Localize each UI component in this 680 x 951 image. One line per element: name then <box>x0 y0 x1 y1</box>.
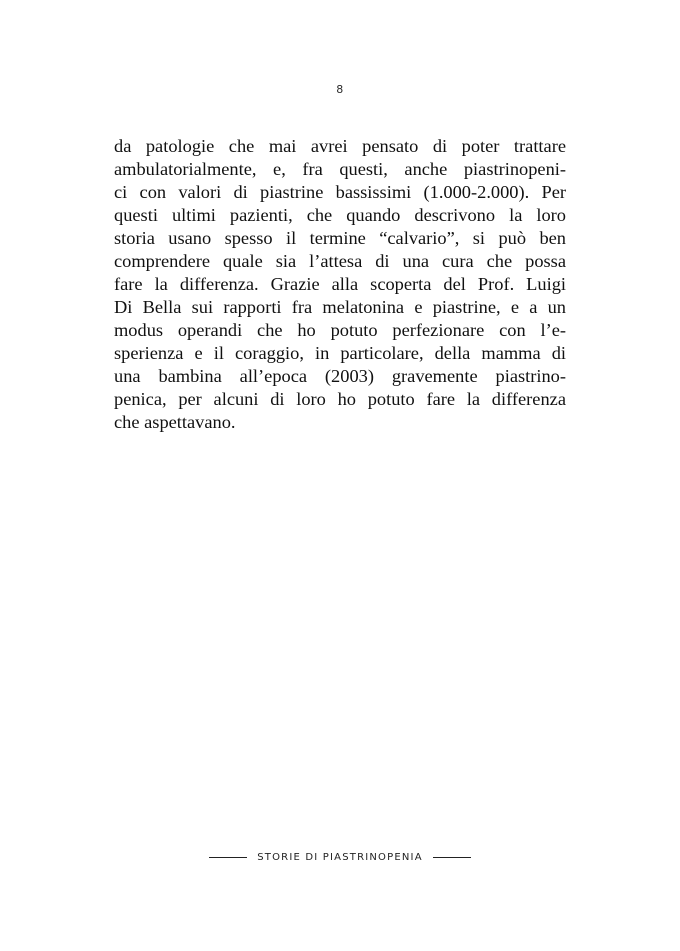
text-line: comprendere quale sia l’attesa di una cura che possa <box>114 251 566 271</box>
text-line: ci con valori di piastrine bassissimi (1.000-2.000). Per <box>114 182 566 202</box>
text-line: penica, per alcuni di loro ho potuto fare la differenza <box>114 389 566 409</box>
body-paragraph <box>114 135 566 434</box>
text-line: storia usano spesso il termine “calvario”, si può ben <box>114 228 566 248</box>
text-line: una bambina all’epoca (2003) gravemente piastrino- <box>114 366 566 386</box>
text-line: che aspettavano. <box>114 412 236 432</box>
footer-rule-left <box>209 857 247 858</box>
footer-rule-right <box>433 857 471 858</box>
text-line: sperienza e il coraggio, in particolare, della mamma di <box>114 343 566 363</box>
page-number: 8 <box>336 83 344 96</box>
running-footer <box>0 852 680 863</box>
text-line: modus operandi che ho potuto perfezionare con l’e- <box>114 320 566 340</box>
text-line: da patologie che mai avrei pensato di poter trattare <box>114 136 566 156</box>
footer-title: STORIE DI PIASTRINOPENIA <box>257 852 423 863</box>
text-line: questi ultimi pazienti, che quando descrivono la loro <box>114 205 566 225</box>
text-line: ambulatorialmente, e, fra questi, anche piastrinopeni- <box>114 159 566 179</box>
text-line: fare la differenza. Grazie alla scoperta del Prof. Luigi <box>114 274 566 294</box>
text-line: Di Bella sui rapporti fra melatonina e piastrine, e a un <box>114 297 566 317</box>
